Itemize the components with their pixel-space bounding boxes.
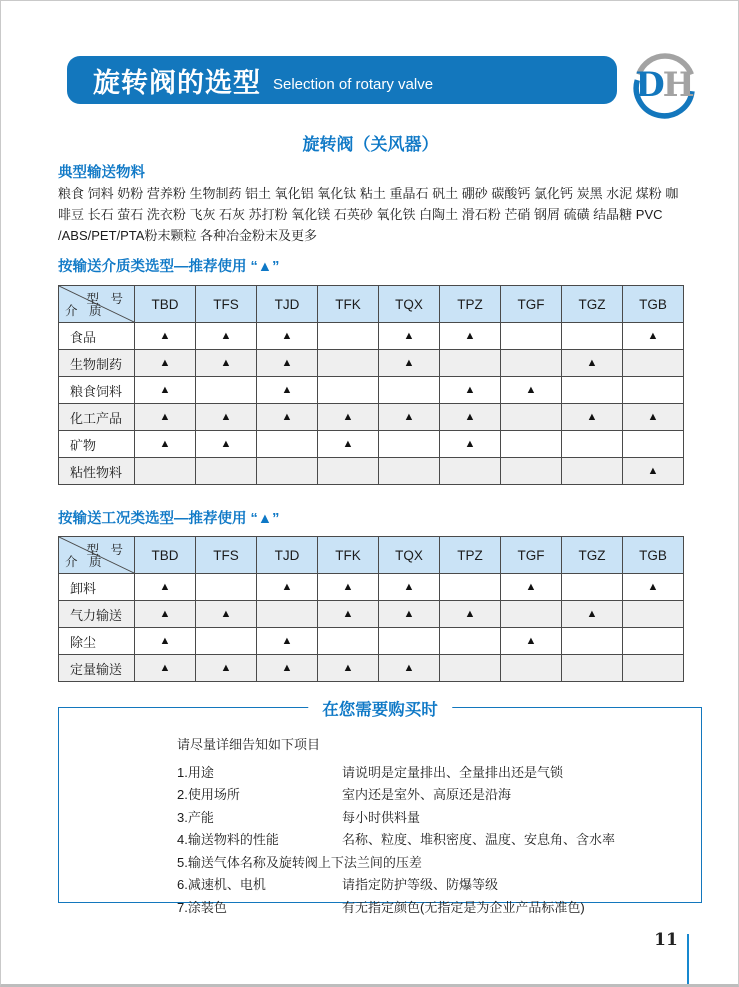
row-label: 矿物 [59, 431, 135, 458]
column-header-tgz: TGZ [562, 537, 623, 574]
recommended-mark-cell: ▲ [196, 601, 257, 628]
recommended-mark-cell: ▲ [196, 350, 257, 377]
empty-cell [257, 458, 318, 485]
empty-cell [196, 458, 257, 485]
empty-cell [318, 458, 379, 485]
column-header-tgb: TGB [623, 537, 684, 574]
empty-cell [379, 458, 440, 485]
column-header-tjd: TJD [257, 286, 318, 323]
recommended-mark-cell: ▲ [501, 574, 562, 601]
recommended-mark-cell: ▲ [501, 377, 562, 404]
corner-label-model: 型 号 [86, 543, 127, 557]
empty-cell [440, 628, 501, 655]
table-row [59, 655, 684, 682]
recommended-mark-cell: ▲ [440, 404, 501, 431]
recommended-mark-cell: ▲ [379, 601, 440, 628]
empty-cell [379, 431, 440, 458]
row-label: 除尘 [59, 628, 135, 655]
recommended-mark-cell: ▲ [135, 377, 196, 404]
recommended-mark-cell: ▲ [318, 601, 379, 628]
dh-logo-icon [621, 47, 709, 121]
purchase-item-label: 3.产能 [177, 809, 214, 825]
row-label: 食品 [59, 323, 135, 350]
column-header-tbd: TBD [135, 537, 196, 574]
empty-cell [440, 350, 501, 377]
recommended-mark-cell: ▲ [135, 431, 196, 458]
column-header-tgb: TGB [623, 286, 684, 323]
table-row [59, 601, 684, 628]
recommended-mark-cell: ▲ [196, 404, 257, 431]
recommended-mark-cell: ▲ [257, 323, 318, 350]
recommended-mark-cell: ▲ [135, 350, 196, 377]
empty-cell [501, 458, 562, 485]
empty-cell [318, 377, 379, 404]
logo-letter-h: H [662, 65, 695, 105]
empty-cell [257, 601, 318, 628]
column-header-tbd: TBD [135, 286, 196, 323]
recommended-mark-cell: ▲ [135, 323, 196, 350]
empty-cell [623, 350, 684, 377]
purchase-item [177, 805, 701, 828]
column-header-tqx: TQX [379, 537, 440, 574]
recommended-mark-cell: ▲ [440, 323, 501, 350]
purchase-item-detail: 室内还是室外、高原还是沿海 [342, 787, 512, 803]
empty-cell [562, 431, 623, 458]
recommended-mark-cell: ▲ [318, 574, 379, 601]
recommended-mark-cell: ▲ [562, 601, 623, 628]
recommended-mark-cell: ▲ [501, 628, 562, 655]
row-label: 定量输送 [59, 655, 135, 682]
recommended-mark-cell: ▲ [562, 404, 623, 431]
svg-text:DH [635, 65, 695, 105]
table-medium-heading: 按输送介质类选型—推荐使用 “▲” [58, 259, 280, 275]
recommended-mark-cell: ▲ [135, 404, 196, 431]
column-header-tjd: TJD [257, 537, 318, 574]
row-label: 生物制药 [59, 350, 135, 377]
purchase-item-label: 7.涂装色 [177, 899, 227, 915]
purchase-item-detail: 请指定防护等级、防爆等级 [342, 877, 499, 893]
empty-cell [318, 350, 379, 377]
recommended-mark-cell: ▲ [440, 431, 501, 458]
recommended-mark-cell: ▲ [440, 377, 501, 404]
column-header-tfs: TFS [196, 286, 257, 323]
recommended-mark-cell: ▲ [196, 655, 257, 682]
recommended-mark-cell: ▲ [440, 601, 501, 628]
table-row [59, 628, 684, 655]
empty-cell [623, 601, 684, 628]
empty-cell [623, 431, 684, 458]
column-header-tfk: TFK [318, 286, 379, 323]
column-header-tpz: TPZ [440, 537, 501, 574]
recommended-mark-cell: ▲ [318, 655, 379, 682]
purchase-item [177, 873, 701, 896]
empty-cell [562, 323, 623, 350]
empty-cell [623, 628, 684, 655]
table-row [59, 323, 684, 350]
recommended-mark-cell: ▲ [562, 350, 623, 377]
recommended-mark-cell: ▲ [257, 655, 318, 682]
recommended-mark-cell: ▲ [318, 404, 379, 431]
banner-title-zh: 旋转阀的选型 [93, 67, 261, 98]
logo-letter-d: D [635, 65, 665, 105]
column-header-tgz: TGZ [562, 286, 623, 323]
purchase-item-list [59, 760, 701, 918]
recommended-mark-cell: ▲ [257, 404, 318, 431]
column-header-tfk: TFK [318, 537, 379, 574]
row-label: 气力输送 [59, 601, 135, 628]
empty-cell [440, 655, 501, 682]
empty-cell [379, 377, 440, 404]
empty-cell [318, 628, 379, 655]
purchase-item-detail: 名称、粒度、堆积密度、温度、安息角、含水率 [342, 832, 616, 848]
recommended-mark-cell: ▲ [135, 574, 196, 601]
page-title: 旋转阀（关风器） [302, 135, 439, 154]
empty-cell [501, 323, 562, 350]
corner-label-medium: 介 质 [65, 304, 106, 318]
recommended-mark-cell: ▲ [135, 655, 196, 682]
page-number: 11 [654, 930, 678, 950]
row-label: 化工产品 [59, 404, 135, 431]
empty-cell [440, 458, 501, 485]
diagonal-corner-cell [59, 286, 135, 323]
column-header-tqx: TQX [379, 286, 440, 323]
selection-by-condition-table [58, 536, 684, 682]
purchase-item-detail: 每小时供料量 [342, 809, 421, 825]
purchase-item [177, 760, 701, 783]
recommended-mark-cell: ▲ [257, 377, 318, 404]
recommended-mark-cell: ▲ [379, 404, 440, 431]
purchase-item-label: 6.减速机、电机 [177, 877, 266, 893]
purchase-info-box [58, 701, 702, 915]
corner-label-model: 型 号 [86, 292, 127, 306]
table-header-row [59, 537, 684, 574]
row-label: 粘性物料 [59, 458, 135, 485]
column-header-tgf: TGF [501, 537, 562, 574]
recommended-mark-cell: ▲ [623, 323, 684, 350]
empty-cell [318, 323, 379, 350]
row-label: 卸料 [59, 574, 135, 601]
empty-cell [623, 377, 684, 404]
empty-cell [135, 458, 196, 485]
purchase-item-detail: 请说明是定量排出、全量排出还是气锁 [342, 764, 564, 780]
recommended-mark-cell: ▲ [135, 601, 196, 628]
column-header-tfs: TFS [196, 537, 257, 574]
recommended-mark-cell: ▲ [196, 323, 257, 350]
purchase-item [177, 850, 701, 873]
empty-cell [196, 574, 257, 601]
empty-cell [501, 655, 562, 682]
column-header-tgf: TGF [501, 286, 562, 323]
empty-cell [562, 574, 623, 601]
purchase-item [177, 828, 701, 851]
purchase-item-label: 4.输送物料的性能 [177, 832, 279, 848]
empty-cell [501, 404, 562, 431]
banner-title-en: Selection of rotary valve [273, 75, 434, 93]
table-header-row [59, 286, 684, 323]
purchase-item-detail: 有无指定颜色(无指定是为企业产品标准色) [342, 899, 585, 915]
selection-by-medium-table [58, 285, 684, 485]
empty-cell [562, 458, 623, 485]
purchase-item-label: 2.使用场所 [177, 787, 240, 803]
purchase-box-title: 在您需要购买时 [308, 696, 452, 720]
purchase-item-label: 1.用途 [177, 764, 214, 780]
empty-cell [623, 655, 684, 682]
header-banner [67, 56, 617, 104]
recommended-mark-cell: ▲ [318, 431, 379, 458]
empty-cell [501, 431, 562, 458]
recommended-mark-cell: ▲ [379, 350, 440, 377]
recommended-mark-cell: ▲ [379, 655, 440, 682]
empty-cell [257, 431, 318, 458]
diagonal-corner-cell [59, 537, 135, 574]
corner-label-medium: 介 质 [65, 555, 106, 569]
recommended-mark-cell: ▲ [135, 628, 196, 655]
empty-cell [196, 377, 257, 404]
purchase-item-label: 5.输送气体名称及旋转阀上下法兰间的压差 [177, 854, 422, 870]
recommended-mark-cell: ▲ [257, 628, 318, 655]
purchase-item [177, 783, 701, 806]
row-label: 粮食饲料 [59, 377, 135, 404]
purchase-intro-text: 请尽量详细告知如下项目 [177, 737, 321, 752]
recommended-mark-cell: ▲ [379, 323, 440, 350]
empty-cell [501, 601, 562, 628]
recommended-mark-cell: ▲ [257, 574, 318, 601]
table-condition-heading: 按输送工况类选型—推荐使用 “▲” [58, 511, 280, 527]
recommended-mark-cell: ▲ [623, 574, 684, 601]
empty-cell [501, 350, 562, 377]
page-number-divider [687, 934, 689, 986]
empty-cell [562, 377, 623, 404]
column-header-tpz: TPZ [440, 286, 501, 323]
table-row [59, 431, 684, 458]
recommended-mark-cell: ▲ [379, 574, 440, 601]
empty-cell [562, 628, 623, 655]
empty-cell [196, 628, 257, 655]
table-row [59, 350, 684, 377]
materials-list-text: 粮食 饲料 奶粉 营养粉 生物制药 铝土 氧化铝 氧化钛 粘土 重晶石 矾土 硼砂 碳酸钙 氯化钙 炭黑 水泥 煤粉 咖啡豆 长石 萤石 洗衣粉 飞灰 石灰 苏打粉 氧化镁 石英砂 氧化铁 白陶土 滑石粉 芒硝 钢屑 硫磺 结晶糖 PVC /ABS/PET/PTA粉末颗粒 各种冶金粉末及更多 [58, 186, 679, 243]
empty-cell [562, 655, 623, 682]
recommended-mark-cell: ▲ [623, 458, 684, 485]
recommended-mark-cell: ▲ [196, 431, 257, 458]
recommended-mark-cell: ▲ [257, 350, 318, 377]
purchase-item [177, 895, 701, 918]
recommended-mark-cell: ▲ [623, 404, 684, 431]
table-row [59, 404, 684, 431]
table-row [59, 574, 684, 601]
table-row [59, 377, 684, 404]
company-logo-icon [621, 47, 709, 121]
empty-cell [379, 628, 440, 655]
empty-cell [440, 574, 501, 601]
materials-section-heading: 典型输送物料 [58, 165, 145, 181]
table-row [59, 458, 684, 485]
